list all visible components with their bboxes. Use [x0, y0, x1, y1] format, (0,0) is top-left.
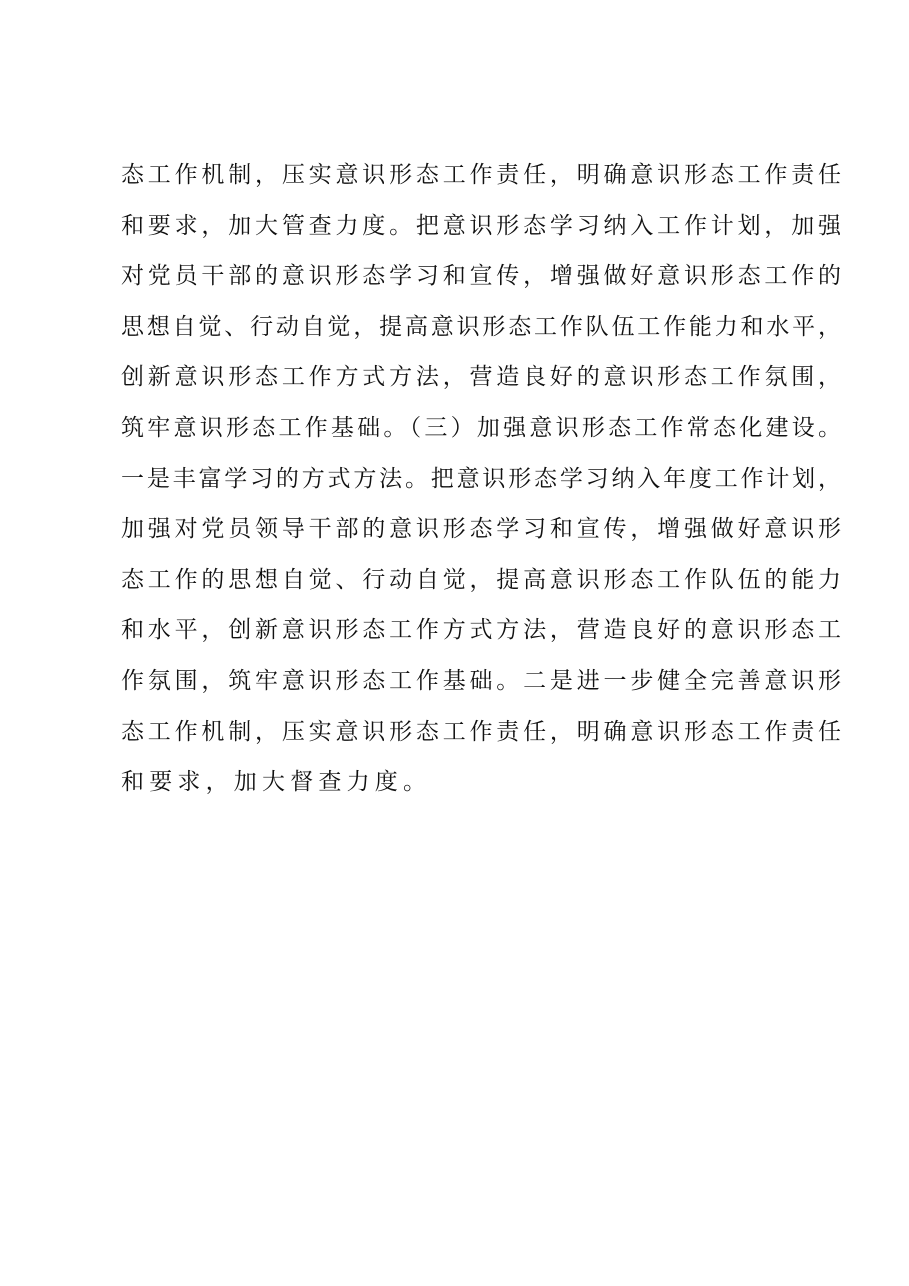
text-line: 和水平，创新意识形态工作方式方法，营造良好的意识形态工: [121, 617, 841, 644]
text-line: 态工作的思想自觉、行动自觉，提高意识形态工作队伍的能力: [121, 566, 841, 593]
text-line: 和要求，加大管查力度。把意识形态学习纳入工作计划，加强: [121, 212, 841, 239]
text-line: 创新意识形态工作方式方法，营造良好的意识形态工作氛围，: [121, 364, 841, 391]
text-line: 作氛围，筑牢意识形态工作基础。二是进一步健全完善意识形: [121, 667, 841, 694]
text-line: 筑牢意识形态工作基础。（三）加强意识形态工作常态化建设。: [121, 414, 841, 441]
text-line: 对党员干部的意识形态学习和宣传，增强做好意识形态工作的: [121, 263, 841, 290]
text-line: 态工作机制，压实意识形态工作责任，明确意识形态工作责任: [121, 162, 841, 188]
text-line-final: 和要求，加大督查力度。: [121, 769, 432, 796]
text-line: 加强对党员领导干部的意识形态学习和宣传，增强做好意识形: [121, 516, 841, 543]
text-line: 态工作机制，压实意识形态工作责任，明确意识形态工作责任: [121, 718, 841, 745]
text-line: 思想自觉、行动自觉，提高意识形态工作队伍工作能力和水平，: [121, 313, 841, 340]
text-line: 一是丰富学习的方式方法。把意识形态学习纳入年度工作计划，: [121, 465, 841, 492]
body-paragraph: [121, 150, 841, 808]
